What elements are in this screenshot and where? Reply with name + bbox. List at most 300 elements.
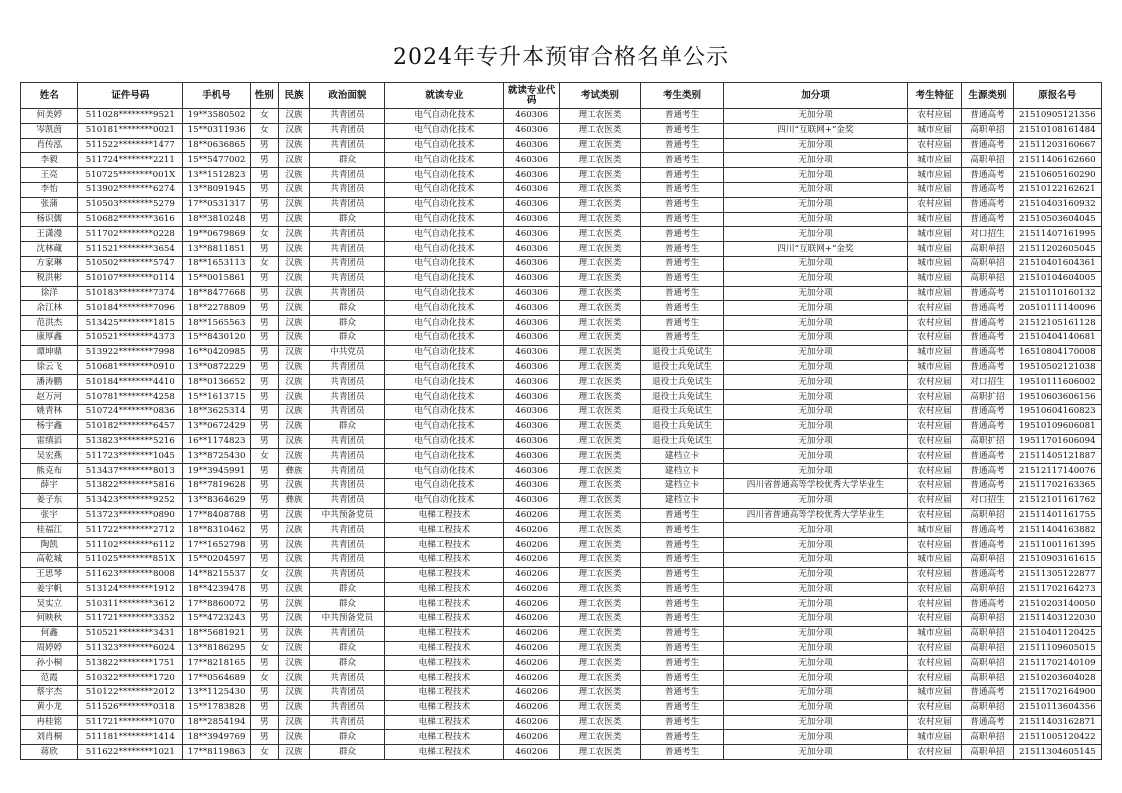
cell-id-number: 511526********0318 — [78, 700, 183, 715]
cell-name: 蔡宇杰 — [21, 686, 78, 701]
cell-name: 税洪彬 — [21, 271, 78, 286]
cell-ethnicity: 汉族 — [278, 330, 310, 345]
cell-major: 电气自动化技术 — [385, 212, 504, 227]
cell-bonus-item: 无加分项 — [724, 109, 908, 124]
cell-ethnicity: 汉族 — [278, 715, 310, 730]
cell-source-category: 普通高考 — [962, 478, 1013, 493]
table-row — [21, 597, 1102, 612]
cell-phone: 18**1565563 — [183, 316, 251, 331]
cell-candidate-feature: 农村应届 — [907, 538, 961, 553]
cell-ethnicity: 汉族 — [278, 404, 310, 419]
header-source-category: 生源类别 — [962, 83, 1013, 109]
cell-source-category: 普通高考 — [962, 286, 1013, 301]
cell-major-code: 460206 — [504, 686, 559, 701]
cell-major-code: 460306 — [504, 212, 559, 227]
cell-source-category: 高职扩招 — [962, 434, 1013, 449]
cell-name: 张宇 — [21, 508, 78, 523]
cell-exam-category: 理工农医类 — [559, 242, 640, 257]
cell-id-number: 511723********1045 — [78, 449, 183, 464]
cell-name: 潘涛鹏 — [21, 375, 78, 390]
cell-candidate-category: 退役士兵免试生 — [640, 434, 723, 449]
cell-bonus-item: 四川省普通高等学校优秀大学毕业生 — [724, 478, 908, 493]
cell-candidate-feature: 农村应届 — [907, 404, 961, 419]
cell-gender: 男 — [250, 700, 278, 715]
cell-bonus-item: 四川“互联网+”金奖 — [724, 123, 908, 138]
cell-major: 电梯工程技术 — [385, 597, 504, 612]
cell-exam-category: 理工农医类 — [559, 538, 640, 553]
cell-candidate-category: 普通考生 — [640, 641, 723, 656]
cell-candidate-category: 普通考生 — [640, 330, 723, 345]
cell-gender: 男 — [250, 330, 278, 345]
table-row — [21, 434, 1102, 449]
table-row — [21, 567, 1102, 582]
cell-gender: 男 — [250, 168, 278, 183]
cell-phone: 17**8119863 — [183, 745, 251, 760]
cell-candidate-feature: 城市应届 — [907, 626, 961, 641]
cell-phone: 18**8310462 — [183, 523, 251, 538]
cell-ethnicity: 汉族 — [278, 360, 310, 375]
cell-source-category: 高职扩招 — [962, 390, 1013, 405]
cell-gender: 男 — [250, 301, 278, 316]
cell-candidate-feature: 农村应届 — [907, 671, 961, 686]
cell-name: 姜宇帆 — [21, 582, 78, 597]
cell-candidate-category: 退役士兵免试生 — [640, 375, 723, 390]
cell-gender: 女 — [250, 227, 278, 242]
cell-candidate-feature: 农村应届 — [907, 390, 961, 405]
cell-id-number: 511721********3352 — [78, 612, 183, 627]
header-name: 姓名 — [21, 83, 78, 109]
cell-candidate-feature: 城市应届 — [907, 182, 961, 197]
cell-phone: 18**1653113 — [183, 256, 251, 271]
cell-exam-category: 理工农医类 — [559, 182, 640, 197]
cell-exam-category: 理工农医类 — [559, 360, 640, 375]
cell-bonus-item: 无加分项 — [724, 641, 908, 656]
cell-gender: 男 — [250, 626, 278, 641]
cell-bonus-item: 无加分项 — [724, 360, 908, 375]
cell-original-registration-no: 20510111140096 — [1013, 301, 1101, 316]
table-row — [21, 715, 1102, 730]
cell-ethnicity: 汉族 — [278, 552, 310, 567]
cell-ethnicity: 汉族 — [278, 182, 310, 197]
cell-major: 电气自动化技术 — [385, 449, 504, 464]
table-row — [21, 123, 1102, 138]
cell-major: 电气自动化技术 — [385, 316, 504, 331]
cell-ethnicity: 汉族 — [278, 478, 310, 493]
table-row — [21, 745, 1102, 760]
cell-bonus-item: 无加分项 — [724, 715, 908, 730]
cell-gender: 男 — [250, 523, 278, 538]
cell-bonus-item: 无加分项 — [724, 552, 908, 567]
cell-candidate-category: 普通考生 — [640, 153, 723, 168]
table-row — [21, 493, 1102, 508]
header-major-code: 就读专业代码 — [504, 83, 559, 109]
cell-name: 沈林蔵 — [21, 242, 78, 257]
cell-political-status: 群众 — [310, 641, 385, 656]
cell-phone: 15**5477002 — [183, 153, 251, 168]
cell-gender: 男 — [250, 404, 278, 419]
cell-gender: 男 — [250, 390, 278, 405]
cell-source-category: 对口招生 — [962, 227, 1013, 242]
cell-id-number: 510502********5747 — [78, 256, 183, 271]
cell-political-status: 共青团员 — [310, 375, 385, 390]
cell-ethnicity: 汉族 — [278, 345, 310, 360]
cell-name: 雷缜滔 — [21, 434, 78, 449]
cell-ethnicity: 汉族 — [278, 700, 310, 715]
cell-phone: 17**0531317 — [183, 197, 251, 212]
cell-id-number: 513922********7998 — [78, 345, 183, 360]
cell-major-code: 460306 — [504, 153, 559, 168]
cell-source-category: 普通高考 — [962, 404, 1013, 419]
cell-name: 桂福江 — [21, 523, 78, 538]
cell-source-category: 对口招生 — [962, 493, 1013, 508]
cell-original-registration-no: 21512101161762 — [1013, 493, 1101, 508]
cell-major-code: 460306 — [504, 316, 559, 331]
cell-phone: 17**8218165 — [183, 656, 251, 671]
cell-original-registration-no: 21511403122030 — [1013, 612, 1101, 627]
cell-candidate-category: 普通考生 — [640, 316, 723, 331]
cell-original-registration-no: 21510203604028 — [1013, 671, 1101, 686]
cell-gender: 男 — [250, 493, 278, 508]
cell-ethnicity: 汉族 — [278, 671, 310, 686]
cell-major-code: 460206 — [504, 582, 559, 597]
cell-gender: 男 — [250, 582, 278, 597]
cell-bonus-item: 无加分项 — [724, 419, 908, 434]
cell-ethnicity: 汉族 — [278, 449, 310, 464]
cell-source-category: 普通高考 — [962, 538, 1013, 553]
cell-id-number: 511323********6024 — [78, 641, 183, 656]
applicant-table — [20, 82, 1102, 760]
cell-political-status: 共青团员 — [310, 197, 385, 212]
cell-original-registration-no: 21511404163882 — [1013, 523, 1101, 538]
cell-phone: 18**3810248 — [183, 212, 251, 227]
cell-id-number: 513723********0890 — [78, 508, 183, 523]
cell-political-status: 群众 — [310, 730, 385, 745]
cell-phone: 18**2278809 — [183, 301, 251, 316]
cell-ethnicity: 汉族 — [278, 256, 310, 271]
cell-major-code: 460306 — [504, 464, 559, 479]
cell-political-status: 群众 — [310, 597, 385, 612]
cell-gender: 女 — [250, 671, 278, 686]
cell-candidate-feature: 城市应届 — [907, 286, 961, 301]
cell-candidate-category: 普通考生 — [640, 745, 723, 760]
cell-original-registration-no: 21511005120422 — [1013, 730, 1101, 745]
cell-ethnicity: 汉族 — [278, 123, 310, 138]
cell-candidate-category: 退役士兵免试生 — [640, 419, 723, 434]
table-row — [21, 375, 1102, 390]
cell-major: 电气自动化技术 — [385, 168, 504, 183]
cell-candidate-category: 普通考生 — [640, 109, 723, 124]
cell-name: 康厚鑫 — [21, 330, 78, 345]
cell-bonus-item: 无加分项 — [724, 567, 908, 582]
cell-phone: 16**0420985 — [183, 345, 251, 360]
cell-political-status: 共青团员 — [310, 109, 385, 124]
cell-candidate-feature: 城市应届 — [907, 686, 961, 701]
cell-major-code: 460206 — [504, 671, 559, 686]
cell-original-registration-no: 19511701606094 — [1013, 434, 1101, 449]
header-exam-category: 考试类别 — [559, 83, 640, 109]
table-row — [21, 538, 1102, 553]
cell-political-status: 群众 — [310, 582, 385, 597]
cell-major: 电气自动化技术 — [385, 330, 504, 345]
cell-phone: 18**0136652 — [183, 375, 251, 390]
cell-political-status: 共青团员 — [310, 464, 385, 479]
cell-exam-category: 理工农医类 — [559, 700, 640, 715]
cell-exam-category: 理工农医类 — [559, 404, 640, 419]
cell-candidate-feature: 农村应届 — [907, 612, 961, 627]
cell-name: 余江林 — [21, 301, 78, 316]
cell-source-category: 对口招生 — [962, 375, 1013, 390]
header-phone: 手机号 — [183, 83, 251, 109]
cell-major: 电梯工程技术 — [385, 730, 504, 745]
cell-major-code: 460206 — [504, 597, 559, 612]
cell-major: 电气自动化技术 — [385, 227, 504, 242]
cell-original-registration-no: 21510404140681 — [1013, 330, 1101, 345]
cell-source-category: 普通高考 — [962, 464, 1013, 479]
cell-phone: 14**8215537 — [183, 567, 251, 582]
cell-major-code: 460306 — [504, 301, 559, 316]
cell-id-number: 510311********3612 — [78, 597, 183, 612]
cell-exam-category: 理工农医类 — [559, 552, 640, 567]
cell-gender: 男 — [250, 434, 278, 449]
cell-candidate-category: 退役士兵免试生 — [640, 345, 723, 360]
cell-candidate-feature: 城市应届 — [907, 227, 961, 242]
cell-id-number: 510181********0021 — [78, 123, 183, 138]
cell-major: 电气自动化技术 — [385, 301, 504, 316]
cell-original-registration-no: 21511407161995 — [1013, 227, 1101, 242]
cell-bonus-item: 无加分项 — [724, 612, 908, 627]
cell-phone: 19**3945991 — [183, 464, 251, 479]
cell-exam-category: 理工农医类 — [559, 316, 640, 331]
table-row — [21, 641, 1102, 656]
cell-original-registration-no: 21510605160290 — [1013, 168, 1101, 183]
cell-ethnicity: 汉族 — [278, 168, 310, 183]
cell-major-code: 460306 — [504, 123, 559, 138]
cell-phone: 13**8364629 — [183, 493, 251, 508]
cell-original-registration-no: 21511203160667 — [1013, 138, 1101, 153]
cell-major: 电气自动化技术 — [385, 153, 504, 168]
cell-name: 孙小桐 — [21, 656, 78, 671]
cell-id-number: 510107********0114 — [78, 271, 183, 286]
cell-major: 电气自动化技术 — [385, 242, 504, 257]
cell-original-registration-no: 21510903161615 — [1013, 552, 1101, 567]
cell-id-number: 510182********6457 — [78, 419, 183, 434]
cell-name: 姜子东 — [21, 493, 78, 508]
cell-candidate-category: 普通考生 — [640, 552, 723, 567]
cell-candidate-feature: 城市应届 — [907, 256, 961, 271]
cell-name: 黄小龙 — [21, 700, 78, 715]
table-row — [21, 508, 1102, 523]
cell-candidate-category: 建档立卡 — [640, 493, 723, 508]
cell-original-registration-no: 21510113604356 — [1013, 700, 1101, 715]
cell-candidate-category: 普通考生 — [640, 227, 723, 242]
cell-phone: 18**2854194 — [183, 715, 251, 730]
cell-bonus-item: 无加分项 — [724, 168, 908, 183]
cell-candidate-feature: 城市应届 — [907, 123, 961, 138]
cell-source-category: 高职单招 — [962, 153, 1013, 168]
cell-candidate-category: 普通考生 — [640, 597, 723, 612]
cell-source-category: 高职单招 — [962, 656, 1013, 671]
cell-name: 赵万河 — [21, 390, 78, 405]
cell-ethnicity: 汉族 — [278, 271, 310, 286]
cell-name: 李毅 — [21, 153, 78, 168]
cell-id-number: 513425********1815 — [78, 316, 183, 331]
header-id-number: 证件号码 — [78, 83, 183, 109]
cell-phone: 18**3625314 — [183, 404, 251, 419]
cell-ethnicity: 汉族 — [278, 641, 310, 656]
cell-gender: 男 — [250, 478, 278, 493]
cell-gender: 男 — [250, 153, 278, 168]
cell-original-registration-no: 21510905121356 — [1013, 109, 1101, 124]
cell-phone: 13**8091945 — [183, 182, 251, 197]
cell-bonus-item: 无加分项 — [724, 700, 908, 715]
cell-major: 电气自动化技术 — [385, 404, 504, 419]
table-row — [21, 626, 1102, 641]
cell-source-category: 普通高考 — [962, 449, 1013, 464]
cell-phone: 19**0679869 — [183, 227, 251, 242]
cell-major-code: 460306 — [504, 330, 559, 345]
cell-political-status: 群众 — [310, 330, 385, 345]
cell-candidate-category: 建档立卡 — [640, 449, 723, 464]
cell-source-category: 高职单招 — [962, 256, 1013, 271]
cell-major: 电梯工程技术 — [385, 715, 504, 730]
cell-original-registration-no: 21510401120425 — [1013, 626, 1101, 641]
cell-ethnicity: 汉族 — [278, 153, 310, 168]
cell-original-registration-no: 21510401604361 — [1013, 256, 1101, 271]
cell-id-number: 511028********9521 — [78, 109, 183, 124]
cell-original-registration-no: 19510502121038 — [1013, 360, 1101, 375]
cell-political-status: 群众 — [310, 745, 385, 760]
table-row — [21, 197, 1102, 212]
cell-phone: 13**1125430 — [183, 686, 251, 701]
cell-gender: 男 — [250, 730, 278, 745]
cell-major-code: 460306 — [504, 256, 559, 271]
cell-candidate-feature: 城市应届 — [907, 730, 961, 745]
cell-bonus-item: 无加分项 — [724, 153, 908, 168]
cell-phone: 13**8186295 — [183, 641, 251, 656]
table-row — [21, 182, 1102, 197]
cell-original-registration-no: 19510603606156 — [1013, 390, 1101, 405]
cell-major-code: 460306 — [504, 109, 559, 124]
cell-ethnicity: 汉族 — [278, 109, 310, 124]
cell-source-category: 高职单招 — [962, 671, 1013, 686]
cell-ethnicity: 汉族 — [278, 538, 310, 553]
cell-major-code: 460306 — [504, 286, 559, 301]
cell-candidate-feature: 农村应届 — [907, 434, 961, 449]
cell-candidate-category: 普通考生 — [640, 612, 723, 627]
cell-bonus-item: 无加分项 — [724, 212, 908, 227]
cell-name: 熊克布 — [21, 464, 78, 479]
cell-exam-category: 理工农医类 — [559, 345, 640, 360]
cell-major: 电气自动化技术 — [385, 271, 504, 286]
cell-candidate-feature: 农村应届 — [907, 582, 961, 597]
cell-candidate-feature: 农村应届 — [907, 301, 961, 316]
cell-candidate-category: 退役士兵免试生 — [640, 390, 723, 405]
cell-exam-category: 理工农医类 — [559, 626, 640, 641]
cell-source-category: 普通高考 — [962, 109, 1013, 124]
cell-source-category: 普通高考 — [962, 138, 1013, 153]
cell-ethnicity: 汉族 — [278, 626, 310, 641]
cell-phone: 15**0204597 — [183, 552, 251, 567]
cell-exam-category: 理工农医类 — [559, 330, 640, 345]
cell-political-status: 共青团员 — [310, 449, 385, 464]
cell-major: 电梯工程技术 — [385, 612, 504, 627]
cell-bonus-item: 无加分项 — [724, 138, 908, 153]
cell-exam-category: 理工农医类 — [559, 286, 640, 301]
cell-original-registration-no: 19510111606002 — [1013, 375, 1101, 390]
cell-ethnicity: 汉族 — [278, 390, 310, 405]
cell-name: 冉桂铭 — [21, 715, 78, 730]
cell-bonus-item: 四川省普通高等学校优秀大学毕业生 — [724, 508, 908, 523]
cell-candidate-category: 普通考生 — [640, 182, 723, 197]
cell-name: 张蒲 — [21, 197, 78, 212]
cell-gender: 男 — [250, 419, 278, 434]
cell-major: 电气自动化技术 — [385, 390, 504, 405]
cell-exam-category: 理工农医类 — [559, 375, 640, 390]
cell-candidate-category: 普通考生 — [640, 715, 723, 730]
cell-political-status: 共青团员 — [310, 700, 385, 715]
cell-gender: 男 — [250, 316, 278, 331]
cell-bonus-item: 无加分项 — [724, 464, 908, 479]
cell-original-registration-no: 21511401161755 — [1013, 508, 1101, 523]
cell-ethnicity: 汉族 — [278, 523, 310, 538]
cell-exam-category: 理工农医类 — [559, 567, 640, 582]
cell-major-code: 460306 — [504, 434, 559, 449]
cell-candidate-feature: 城市应届 — [907, 168, 961, 183]
cell-gender: 女 — [250, 567, 278, 582]
cell-id-number: 510184********7096 — [78, 301, 183, 316]
cell-phone: 16**1174823 — [183, 434, 251, 449]
cell-major-code: 460306 — [504, 390, 559, 405]
cell-phone: 15**8430120 — [183, 330, 251, 345]
cell-exam-category: 理工农医类 — [559, 686, 640, 701]
cell-name: 薛宇 — [21, 478, 78, 493]
cell-name: 杨宇鑫 — [21, 419, 78, 434]
cell-gender: 男 — [250, 656, 278, 671]
cell-major-code: 460306 — [504, 419, 559, 434]
cell-candidate-category: 普通考生 — [640, 656, 723, 671]
cell-major: 电梯工程技术 — [385, 508, 504, 523]
cell-major: 电梯工程技术 — [385, 567, 504, 582]
cell-source-category: 普通高考 — [962, 567, 1013, 582]
cell-political-status: 共青团员 — [310, 478, 385, 493]
cell-bonus-item: 无加分项 — [724, 256, 908, 271]
cell-bonus-item: 无加分项 — [724, 330, 908, 345]
cell-id-number: 510781********4258 — [78, 390, 183, 405]
cell-ethnicity: 汉族 — [278, 730, 310, 745]
cell-bonus-item: 无加分项 — [724, 523, 908, 538]
cell-major-code: 460306 — [504, 271, 559, 286]
cell-candidate-category: 退役士兵免试生 — [640, 360, 723, 375]
cell-source-category: 普通高考 — [962, 330, 1013, 345]
cell-candidate-category: 普通考生 — [640, 582, 723, 597]
cell-major: 电气自动化技术 — [385, 478, 504, 493]
cell-id-number: 510122********2012 — [78, 686, 183, 701]
cell-original-registration-no: 19510109606081 — [1013, 419, 1101, 434]
cell-candidate-category: 普通考生 — [640, 626, 723, 641]
cell-original-registration-no: 21510108161484 — [1013, 123, 1101, 138]
table-row — [21, 301, 1102, 316]
header-original-registration-no: 原报名号 — [1013, 83, 1101, 109]
cell-exam-category: 理工农医类 — [559, 419, 640, 434]
cell-major-code: 460306 — [504, 478, 559, 493]
cell-id-number: 513423********9252 — [78, 493, 183, 508]
cell-name: 周婷婷 — [21, 641, 78, 656]
cell-exam-category: 理工农医类 — [559, 227, 640, 242]
cell-original-registration-no: 21511109605015 — [1013, 641, 1101, 656]
cell-political-status: 群众 — [310, 656, 385, 671]
cell-id-number: 510322********1720 — [78, 671, 183, 686]
cell-bonus-item: 无加分项 — [724, 404, 908, 419]
